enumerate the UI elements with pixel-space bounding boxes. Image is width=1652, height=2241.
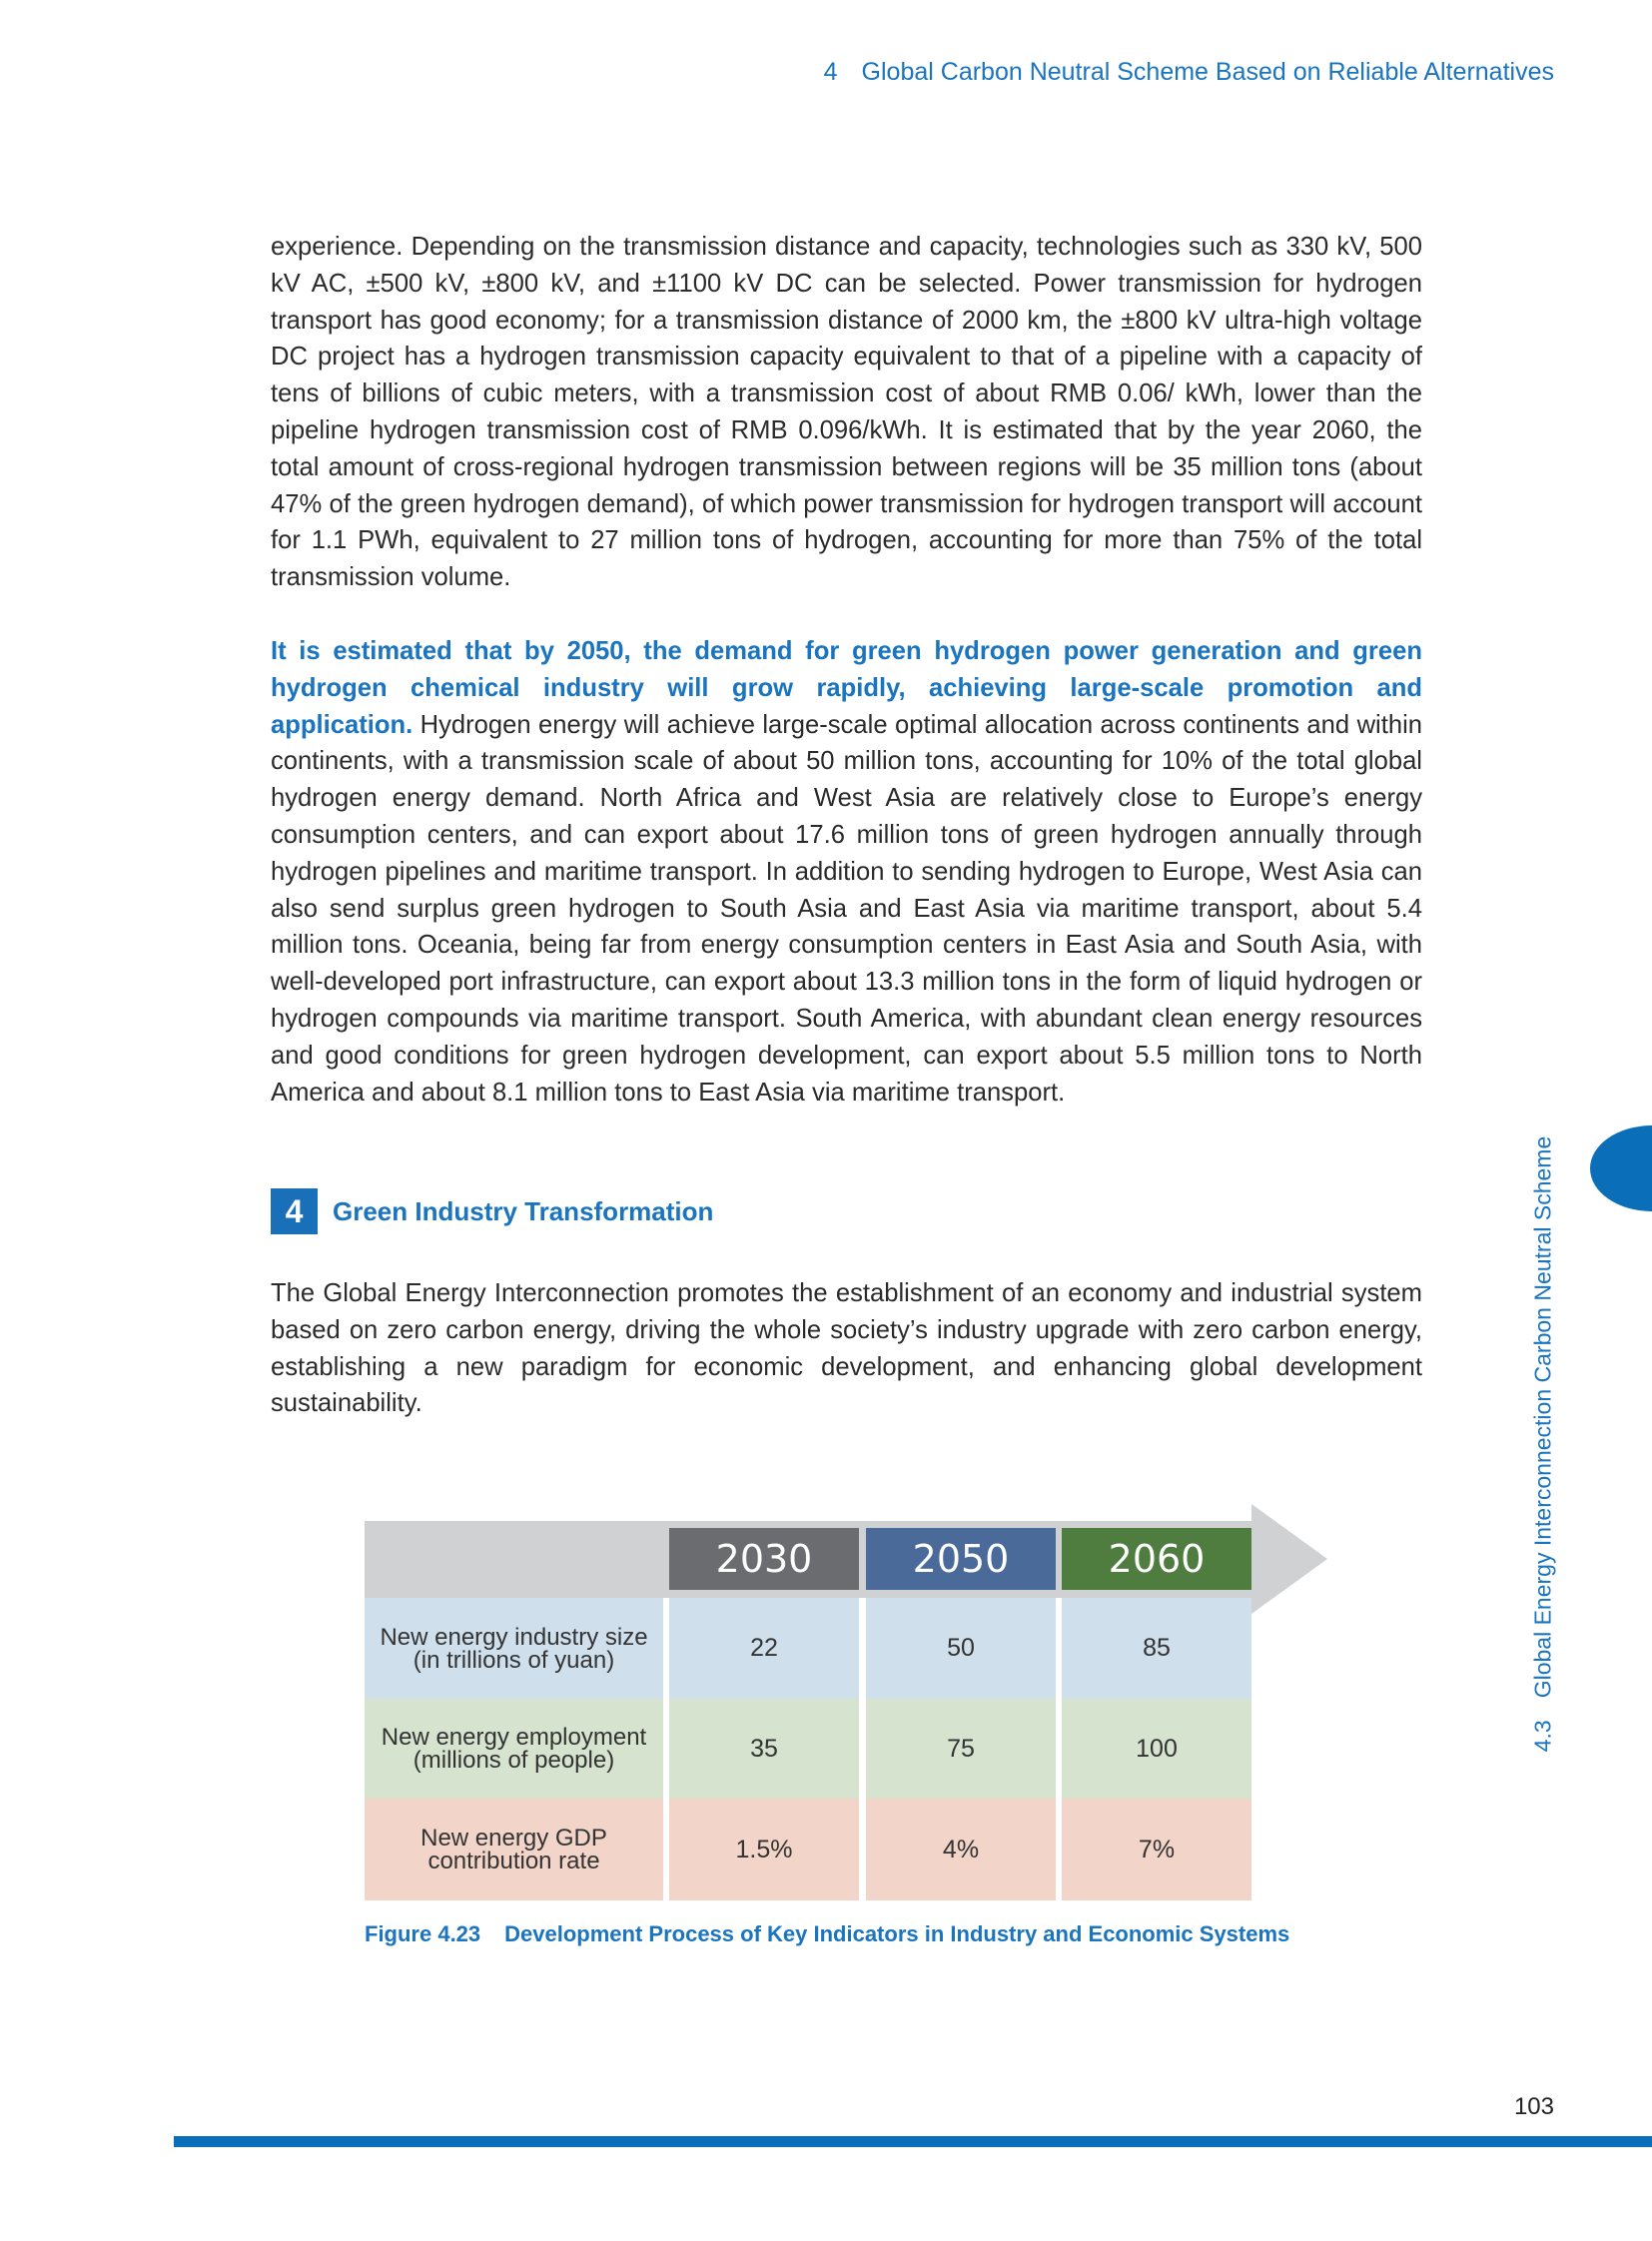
section-heading bbox=[271, 1188, 713, 1234]
timeline-arrow-icon bbox=[1251, 1504, 1327, 1614]
paragraph-green-industry: The Global Energy Interconnection promotes the establishment of an economy and industrial system based on zero carbon energy, driving the whole society’s industry upgrade with zero carbon energy, establishing a new paradigm for economic development, and enhancing global development sustainability. bbox=[271, 1279, 1422, 1418]
page-number: 103 bbox=[1513, 2093, 1554, 2120]
paragraph-green-hydrogen-2050 bbox=[271, 633, 1422, 1111]
table-cell-value: 22 bbox=[669, 1598, 859, 1699]
table-cell-value: 50 bbox=[866, 1598, 1056, 1699]
paragraph-body: Hydrogen energy will achieve large-scale optimal allocation across continents and within continents, with a transmission scale of about 50 million tons, accounting for 10% of the total global hydrogen energy demand. North Africa and West Asia are relatively close to Europe’s energy consumption centers, and can export about 17.6 million tons of green hydrogen annually through hydrogen pipelines and maritime transport. In addition to sending hydrogen to Europe, West Asia can also send surplus green hydrogen to South Asia and East Asia via maritime transport, about 5.4 million tons. Oceania, being far from energy consumption centers in East Asia and South Asia, with well-developed port infrastructure, can export about 13.3 million tons in the form of liquid hydrogen or hydrogen compounds via maritime transport. South America, with abundant clean energy resources and good conditions for green hydrogen development, can export about 5.5 million tons to North America and about 8.1 million tons to East Asia via maritime transport. bbox=[271, 710, 1422, 1107]
paragraph-hydrogen-transmission: experience. Depending on the transmission distance and capacity, technologies such as 330 kV, 500 kV AC, ±500 kV, ±800 kV, and ±1100 kV DC can be selected. Power transmission for hydrogen transport has good economy; for a transmission distance of 2000 km, the ±800 kV ultra-high voltage DC project has a hydrogen transmission capacity equivalent to that of a pipeline with a capacity of tens of billions of cubic meters, with a transmission cost of about RMB 0.06/ kWh, lower than the pipeline hydrogen transmission cost of RMB 0.096/kWh. It is estimated that by the year 2060, the total amount of cross-regional hydrogen transmission between regions will be 35 million tons (about 47% of the green hydrogen demand), of which power transmission for hydrogen transport will account for 1.1 PWh, equivalent to 27 million tons of hydrogen, accounting for more than 75% of the total transmission volume. bbox=[271, 233, 1422, 592]
year-header-2050: 2050 bbox=[866, 1528, 1056, 1590]
row-label-line: contribution rate bbox=[427, 1848, 600, 1874]
section-number: 4 bbox=[271, 1188, 318, 1234]
row-label-line: (in trillions of yuan) bbox=[413, 1646, 615, 1674]
row-label-line: (millions of people) bbox=[413, 1747, 615, 1774]
figure-title: Development Process of Key Indicators in Industry and Economic Systems bbox=[504, 1921, 1290, 1946]
table-cell-value: 85 bbox=[1062, 1598, 1251, 1699]
side-section-title: Global Energy Interconnection Carbon Neutral Scheme bbox=[1529, 1135, 1556, 1699]
section-title: Green Industry Transformation bbox=[333, 1195, 714, 1226]
figure-number: Figure 4.23 bbox=[365, 1921, 481, 1946]
row-label bbox=[365, 1699, 663, 1799]
row-label bbox=[365, 1598, 663, 1699]
table-cell-value: 1.5% bbox=[669, 1799, 859, 1900]
figure-caption bbox=[365, 1921, 1289, 1947]
table-cell-value: 75 bbox=[866, 1699, 1056, 1799]
table-cell-value: 4% bbox=[866, 1799, 1056, 1900]
highlight-sentence: It is estimated that by 2050, the demand for green hydrogen power generation and green hydrogen chemical industry will grow rapidly, achieving large-scale promotion and application. bbox=[271, 637, 1422, 739]
row-label-line: New energy employment bbox=[381, 1724, 647, 1751]
running-header bbox=[824, 58, 1554, 87]
row-label bbox=[365, 1799, 663, 1900]
table-cell-value: 35 bbox=[669, 1699, 859, 1799]
side-section-label bbox=[1530, 1136, 1557, 1753]
chapter-title: Global Carbon Neutral Scheme Based on Reliable Alternatives bbox=[861, 58, 1554, 86]
row-label-line: New energy GDP bbox=[420, 1825, 607, 1852]
row-label-line: New energy industry size bbox=[380, 1623, 648, 1651]
year-header-2060: 2060 bbox=[1062, 1528, 1251, 1590]
table-cell-value: 7% bbox=[1062, 1799, 1251, 1900]
year-header-2030: 2030 bbox=[669, 1528, 859, 1590]
side-section-number: 4.3 bbox=[1529, 1720, 1556, 1753]
table-cell-value: 100 bbox=[1062, 1699, 1251, 1799]
chapter-tab-marker bbox=[1590, 1125, 1652, 1211]
chapter-number: 4 bbox=[823, 58, 838, 86]
footer-bar bbox=[174, 2136, 1652, 2147]
